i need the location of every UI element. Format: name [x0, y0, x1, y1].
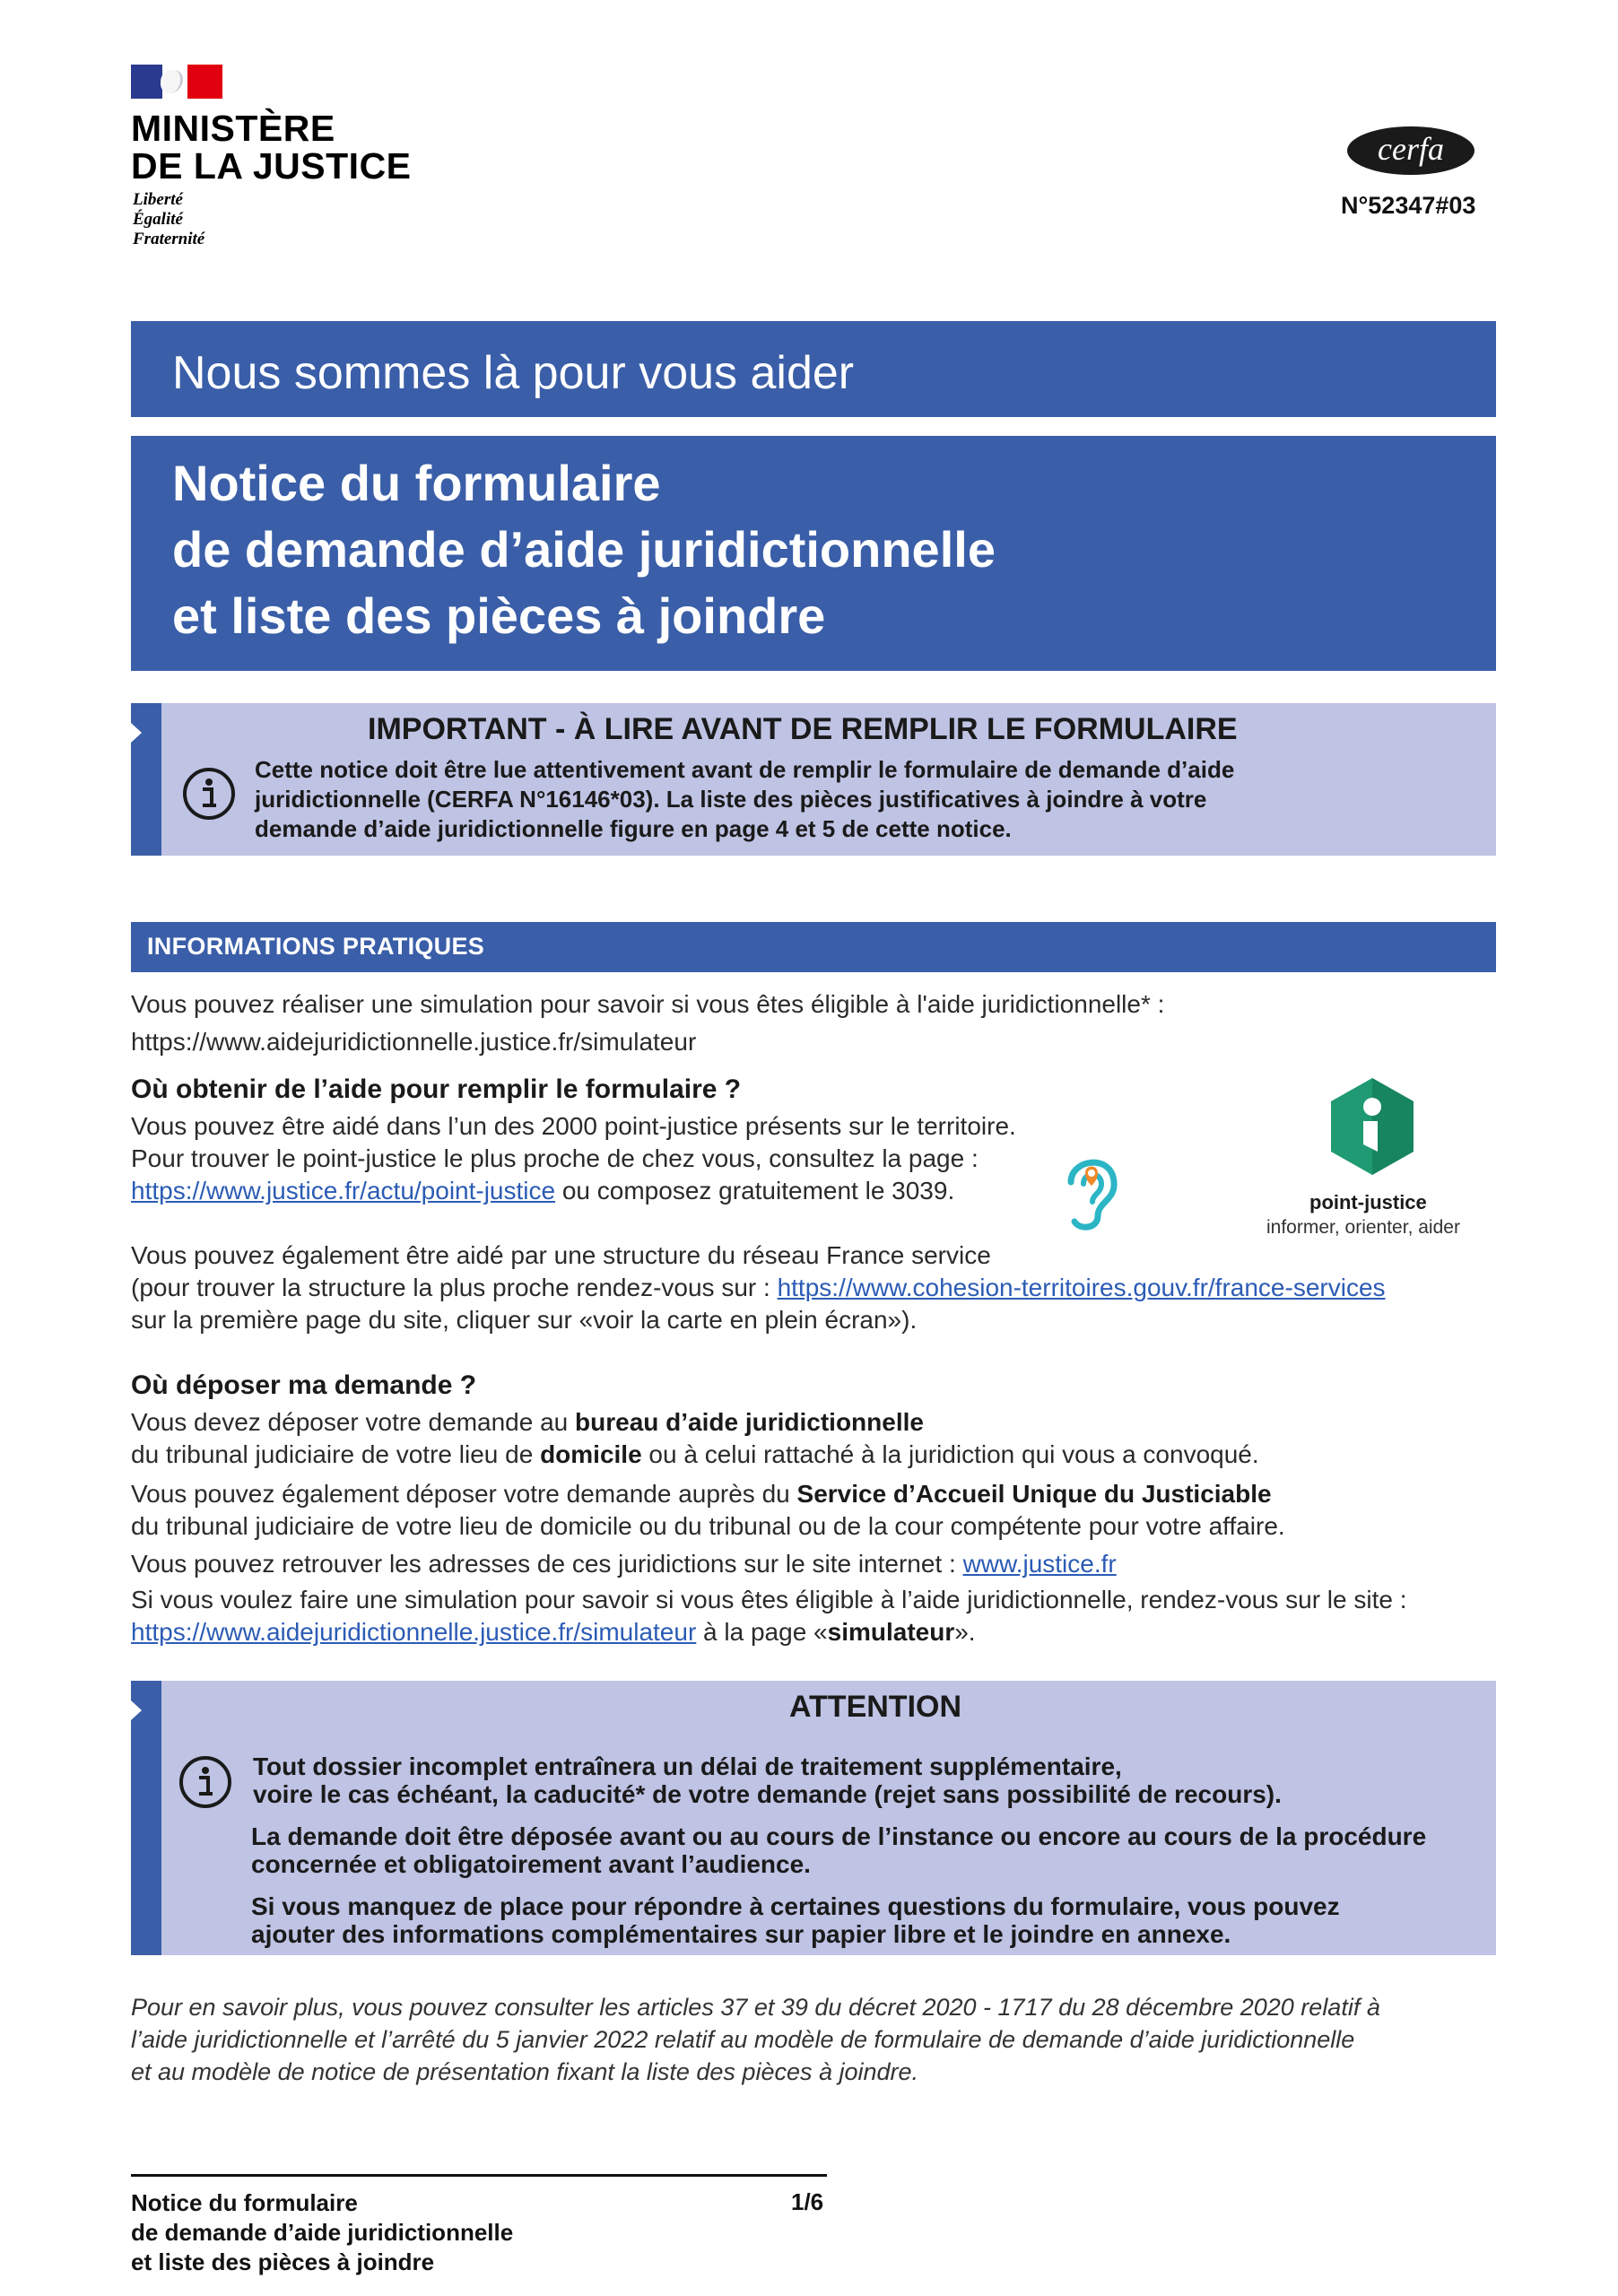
info-icon [178, 1754, 233, 1810]
republic-motto [133, 190, 204, 249]
deposit-line-4: du tribunal judiciaire de votre lieu de domicile ou du tribunal ou de la cour compétente pour votre affaire. [131, 1512, 1285, 1540]
page-number: 1/6 [791, 2188, 824, 2215]
help-line-1: Vous pouvez être aidé dans l’un des 2000 point-justice présents sur le territoire. [131, 1112, 1016, 1140]
deposit-line-2-suffix: ou à celui rattaché à la juridiction qui vous a convoqué. [641, 1440, 1259, 1468]
deposit-line-2-bold: domicile [540, 1440, 642, 1468]
motto-fraternite: Fraternité [133, 230, 205, 248]
point-justice-logo [1327, 1076, 1417, 1177]
attention-title: ATTENTION [789, 1690, 962, 1724]
important-callout [131, 703, 1496, 856]
deposit-line-1-prefix: Vous devez déposer votre demande au [131, 1408, 576, 1436]
france-services-text [131, 1239, 1386, 1336]
deposit-line-5 [131, 1548, 1117, 1580]
simulation-text: Vous pouvez réaliser une simulation pour savoir si vous êtes éligible à l'aide juridictionnelle* : [131, 990, 1165, 1018]
info-icon [181, 766, 237, 822]
footer-line-2: de demande d’aide juridictionnelle [131, 2219, 514, 2246]
important-line-1: Cette notice doit être lue attentivement avant de remplir le formulaire de demande d’aide [255, 756, 1235, 783]
section-header-informations [131, 922, 1496, 972]
deposit-line-3-prefix: Vous pouvez également déposer votre demande auprès du [131, 1480, 797, 1508]
motto-egalite: Égalité [133, 210, 183, 229]
cerfa-number: N°52347#03 [1341, 192, 1476, 219]
attention-para-1 [253, 1752, 1282, 1808]
marianne-flag-logo [131, 65, 222, 99]
ministry-line-2: DE LA JUSTICE [131, 145, 412, 187]
deposit-line-5-prefix: Vous pouvez retrouver les adresses de ces juridictions sur le site internet : [131, 1550, 963, 1578]
section-title: INFORMATIONS PRATIQUES [147, 933, 485, 960]
footer-title [131, 2188, 513, 2277]
attention-para-2 [251, 1822, 1426, 1878]
attention-callout [131, 1681, 1496, 1955]
title-line-3: et liste des pièces à joindre [172, 587, 826, 644]
help-line-3 [131, 1175, 1016, 1207]
footer-divider [131, 2174, 827, 2177]
point-justice-link[interactable]: https://www.justice.fr/actu/point-justice [131, 1177, 556, 1205]
france-line-2 [131, 1272, 1386, 1304]
deposit-line-1-bold: bureau d’aide juridictionnelle [575, 1408, 924, 1436]
footnote-line-3: et au modèle de notice de présentation fixant la liste des pièces à joindre. [131, 2058, 919, 2085]
deposit-line-7-end: ». [954, 1618, 976, 1646]
attention-p3-line-1: Si vous manquez de place pour répondre à certaines questions du formulaire, vous pouvez [251, 1892, 1340, 1920]
deposit-heading: Où déposer ma demande ? [131, 1370, 477, 1400]
deposit-line-3-bold: Service d’Accueil Unique du Justiciable [796, 1480, 1272, 1508]
france-line-1: Vous pouvez également être aidé par une structure du réseau France service [131, 1241, 991, 1269]
attention-p2-line-2: concernée et obligatoirement avant l’audience. [251, 1850, 811, 1878]
help-text [131, 1110, 1016, 1207]
cerfa-logo-text: cerfa [1378, 131, 1444, 167]
simulation-url: https://www.aidejuridictionnelle.justice.fr/simulateur [131, 1028, 697, 1056]
title-line-1: Notice du formulaire [172, 455, 661, 511]
tagline: Nous sommes là pour vous aider [172, 347, 855, 399]
footnote-line-2: l’aide juridictionnelle et l’arrêté du 5 janvier 2022 relatif au modèle de formulaire de demande d’aide juridictionnelle [131, 2026, 1355, 2053]
deposit-block-3 [131, 1584, 1407, 1648]
ministry-name [131, 109, 412, 185]
deposit-block-2 [131, 1478, 1285, 1543]
attention-para-3 [251, 1892, 1340, 1948]
help-line-2: Pour trouver le point-justice le plus proche de chez vous, consultez la page : [131, 1144, 979, 1172]
deposit-line-3 [131, 1478, 1285, 1510]
footer-line-3: et liste des pièces à joindre [131, 2248, 435, 2275]
title-banner [131, 436, 1496, 671]
legal-footnote [131, 1991, 1380, 2088]
point-justice-tagline: informer, orienter, aider [1266, 1217, 1460, 1238]
deposit-line-6: Si vous voulez faire une simulation pour savoir si vous êtes éligible à l’aide juridictionnelle, rendez-vous sur le site : [131, 1586, 1407, 1613]
help-line-3-suffix: ou composez gratuitement le 3039. [555, 1177, 955, 1205]
deposit-line-2-prefix: du tribunal judiciaire de votre lieu de [131, 1440, 541, 1468]
deposit-block-1 [131, 1406, 1259, 1471]
attention-p1-line-2: voire le cas échéant, la caducité* de votre demande (rejet sans possibilité de recours). [253, 1780, 1282, 1808]
title-line-2: de demande d’aide juridictionnelle [172, 521, 996, 578]
important-line-3: demande d’aide juridictionnelle figure en page 4 et 5 de cette notice. [255, 815, 1012, 842]
tagline-banner [131, 321, 1496, 417]
important-title: IMPORTANT - À LIRE AVANT DE REMPLIR LE FORMULAIRE [368, 712, 1238, 746]
ear-hearing-icon [1058, 1146, 1123, 1232]
france-services-link[interactable]: https://www.cohesion-territoires.gouv.fr/france-services [777, 1274, 1386, 1301]
point-justice-name: point-justice [1309, 1191, 1427, 1213]
motto-liberte: Liberté [133, 190, 183, 209]
attention-p2-line-1: La demande doit être déposée avant ou au cours de l’instance ou encore au cours de la procédure [251, 1822, 1427, 1850]
deposit-line-7-bold: simulateur [827, 1618, 955, 1646]
justice-fr-link[interactable]: www.justice.fr [962, 1550, 1117, 1578]
simulateur-link[interactable]: https://www.aidejuridictionnelle.justice.fr/simulateur [131, 1618, 697, 1646]
footer-line-1: Notice du formulaire [131, 2189, 358, 2216]
attention-p3-line-2: ajouter des informations complémentaires sur papier libre et le joindre en annexe. [251, 1920, 1231, 1948]
important-text [255, 755, 1234, 844]
footnote-line-1: Pour en savoir plus, vous pouvez consulter les articles 37 et 39 du décret 2020 - 1717 du 28 décembre 2020 relatif à [131, 1994, 1380, 2021]
france-line-2-prefix: (pour trouver la structure la plus proche rendez-vous sur : [131, 1274, 778, 1301]
deposit-line-1 [131, 1406, 1259, 1439]
deposit-line-7-mid: à la page « [696, 1618, 828, 1646]
cerfa-logo [1345, 124, 1476, 178]
help-heading: Où obtenir de l’aide pour remplir le formulaire ? [131, 1074, 742, 1104]
attention-p1-line-1: Tout dossier incomplet entraînera un délai de traitement supplémentaire, [253, 1752, 1122, 1780]
deposit-line-7 [131, 1616, 1407, 1648]
ministry-line-1: MINISTÈRE [131, 108, 335, 149]
important-line-2: juridictionnelle (CERFA N°16146*03). La liste des pièces justificatives à joindre à votre [255, 786, 1207, 813]
france-line-3: sur la première page du site, cliquer sur «voir la carte en plein écran»). [131, 1306, 918, 1334]
deposit-line-2 [131, 1439, 1259, 1471]
